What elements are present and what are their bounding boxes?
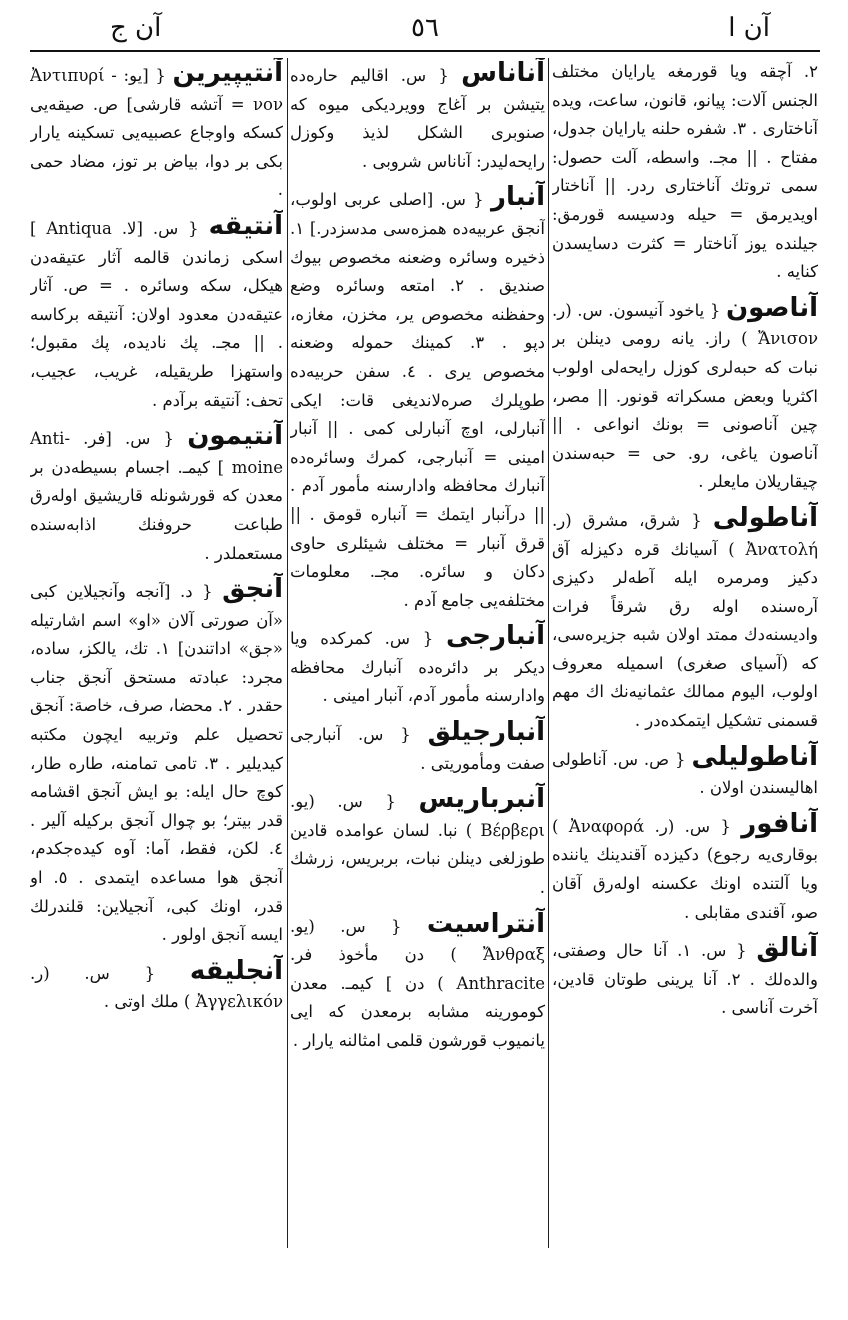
- dictionary-entry: [290, 717, 545, 778]
- definition-text: { س. اقالیم حاره‌ده یتیشن بر آغاج وویردیکی میوه که صنوبری الشکل لذیذ وکوزل رایحه‌لیدر: آناناس شروبی .: [290, 66, 545, 171]
- dictionary-entry: [552, 742, 818, 803]
- headword: آنجلیقه: [189, 955, 283, 986]
- definition-text: { س. (یو. Ἄνθραξ ) دن مأخوذ فر. Anthracite ) دن ] کیمـ. معدن کومورینه مشابه برمعدن که ایی یانمیوب قورشون قلمی امثالنه یارار .: [290, 916, 545, 1050]
- definition-text: { س. [فر. Anti-moine ] کیمـ. اجسام بسیطه‌دن بر معدن که قورشونله قاریشیق اوله‌رق طباعت حروفنك اذابه‌سنده مستعملدر .: [30, 429, 283, 563]
- headword: آناطولیلی: [691, 741, 818, 772]
- headword: آنتراسیت: [426, 908, 545, 939]
- dictionary-entry: [290, 182, 545, 615]
- headword: آنتیپیرین: [172, 58, 283, 88]
- headword: آنتیقه: [208, 210, 283, 241]
- headword: آنبرباریس: [418, 784, 545, 815]
- column-right: [552, 58, 818, 1238]
- definition-text: { س. (ر. Ἀγγελικόν ) ملك اوتی .: [30, 963, 283, 1012]
- running-head-left: آن ج: [110, 13, 162, 43]
- dictionary-entry: [552, 58, 818, 287]
- dictionary-entry: [30, 211, 283, 415]
- column-left: [30, 58, 283, 1238]
- headword: آنبارجیلق: [427, 717, 545, 748]
- definition-text: { س. آنبارجی صفت ومأموریتی .: [290, 725, 545, 773]
- dictionary-entry: [290, 621, 545, 711]
- dictionary-entry: [552, 809, 818, 927]
- dictionary-entry: [552, 293, 818, 497]
- dictionary-entry: [30, 574, 283, 950]
- dictionary-entry: [30, 58, 283, 205]
- running-head-right: آن ا: [728, 13, 770, 43]
- page-header: [30, 10, 820, 46]
- dictionary-entry: [290, 58, 545, 176]
- definition-text: { س. (ر. Ἀναφορά ) بوقاری‌یه رجوع) دکیزده آقندینك یاننده ویا آلتنده اونك عکسنه اوله‌رق آقان صو، آقندی مقابلی .: [552, 816, 818, 922]
- dictionary-entry: [552, 503, 818, 736]
- definition-text: { [یو: Ἀντιπυρί - νον = آتشه قارشی] ص. صیقه‌یی کسکه واوجاع عصبیه‌یی تسکینه یارار بکی بر دوا، بیاض بر توز، مضاد حمی .: [30, 66, 283, 200]
- headword: آنتیمون: [187, 421, 283, 452]
- dictionary-entry: [30, 421, 283, 568]
- headword: آنبارجی: [445, 621, 545, 652]
- headword: آنالق: [756, 933, 818, 964]
- definition-text: { یاخود آنیسون. س. (ر. Ἄνισον ) راز. یانه رومی دینلن بر نبات که حبه‌لری کوزل رایحه‌لی اولوب اکثریا وبعض مسکراته قونور. || مصر، چین آناصونی = بونك انواعی . || آناصون یاغی، رو. حی = حبه‌سندن چیقاریلان مایعلر .: [552, 300, 818, 492]
- definition-text: ۲. آچقه ویا قورمغه یارایان مختلف الجنس آلات: پیانو، قانون، ساعت، ویده آناختاری . ۳. شفره حلنه یارایان جدول، مفتاح . || مجـ. واسطه، آلت حصول: سمی تروتك آناختاری ردر. || آناختار اویدیرمق = حیله ودسیسه قورمق: جیلنده یوز آناختار = کثرت دسایسدن کنایه .: [552, 62, 818, 282]
- definition-text: { س. [اصلی عربی اولوب، آنجق عربیه‌ده همزه‌سی مدسزدر.] ۱. ذخیره وسائره وضعنه مخصوص بیوك صندیق . ۲. امتعه وسائره وضع وحفظنه مخصوص یر، مخزن، مغازه، دپو . ۳. کمینك حموله وضعنه مخصوص یری . ٤. سفن حربیه‌ده طوپلرك صره‌لاندیغی قات: ایکی آنبارلی، اوچ آنبارلی کمی . || آنبار امینی = آنبارجی، کمرك وسائره‌ده آنبارك محافظه وادارسنه مأمور آدم . || درآنبار ایتمك = آنباره قومق . || قرق آنبار = مختلف شیئلری حاوی دکان و سائره. مجـ. معلومات مختلفه‌یی جامع آدم .: [290, 190, 545, 610]
- dictionary-entry: [290, 784, 545, 902]
- headword: آنجق: [222, 574, 283, 605]
- definition-text: { د. [آنجه وآنجیلاین کبی «آن صورتی آلان «او» اسم اشارتیله «جق» اداتندن] ۱. تك، یالکز، ساده، مجرد: عبادته مستحق آنجق جناب حقدر . ۲. محضا، صرف، خاصة: آنجق تحصیل علم وتربیه ایچون مکتبه کیدیلیر . ۳. تامی تمامنه، طاره طار، کوچ حال ایله: بو ایش آنجق اقشامه قدر بیتر؛ بو چوال آنجق برکیله آلیر . ٤. لکن، فقط، آما: آوه کیده‌جکدم، آنجق هوا مساعده ایتمدی . ٥. او قدر، اونك کبی، آنجیلاین: قلندرلك ایسه آنجق اولور .: [30, 582, 283, 945]
- definition-text: { س. (یو. Βέρβερι ) نبا. لسان عوامده قادین طوزلغی دینلن نبات، بربریس، زرشك .: [290, 792, 545, 898]
- dictionary-entry: [30, 956, 283, 1017]
- definition-text: { س. [لا. Antiqua ] اسکی زماندن قالمه آثار عتیقه‌دن هیکل، سکه وسائره . = ص. آثار عتیقه‌دن معدود اولان: آنتیقه برکاسه . || مجـ. پك نادیده، پك مقبول؛ واستهزا طریقیله، غریب، عجیب، تحف: آنتیقه برآدم .: [30, 218, 283, 410]
- definition-text: { س. کمرکده ویا دیکر بر دائره‌ده آنبارك محافظه وادارسنه مأمور آدم، آنبار امینی .: [290, 629, 545, 706]
- dictionary-entry: [290, 909, 545, 1056]
- column-middle: [290, 58, 545, 1238]
- headword: آناصون: [725, 292, 818, 323]
- definition-text: { س. ۱. آنا حال وصفتی، والده‌لك . ۲. آنا یرینی طوتان قادین، آخرت آناسی .: [552, 941, 818, 1018]
- page-number: ٥٦: [411, 13, 439, 43]
- headword: آنبار: [490, 182, 545, 213]
- header-rule: [30, 50, 820, 52]
- column-divider: [287, 58, 288, 1248]
- definition-text: { شرق، مشرق (ر. Ἀνατολή ) آسیانك قره دکیزله آق دکیز ومرمره ایله آطه‌لر دکیزی آره‌سنده اوله رق شرقاً فرات وادیسنه‌دك ممتد اولان شبه جزیره‌سی، که (آسیای صغری) اسمیله معروف اولوب، الیوم ممالك عثمانیه‌نك اك مهم قسمنی تشکیل ایتمکده‌در .: [552, 510, 818, 731]
- dictionary-entry: [552, 933, 818, 1023]
- headword: آناطولی: [712, 502, 818, 533]
- headword: آنافور: [741, 808, 818, 839]
- definition-text: { ص. س. آناطولی اهالیسندن اولان .: [552, 749, 818, 798]
- column-divider: [548, 58, 549, 1248]
- headword: آناناس: [461, 58, 545, 88]
